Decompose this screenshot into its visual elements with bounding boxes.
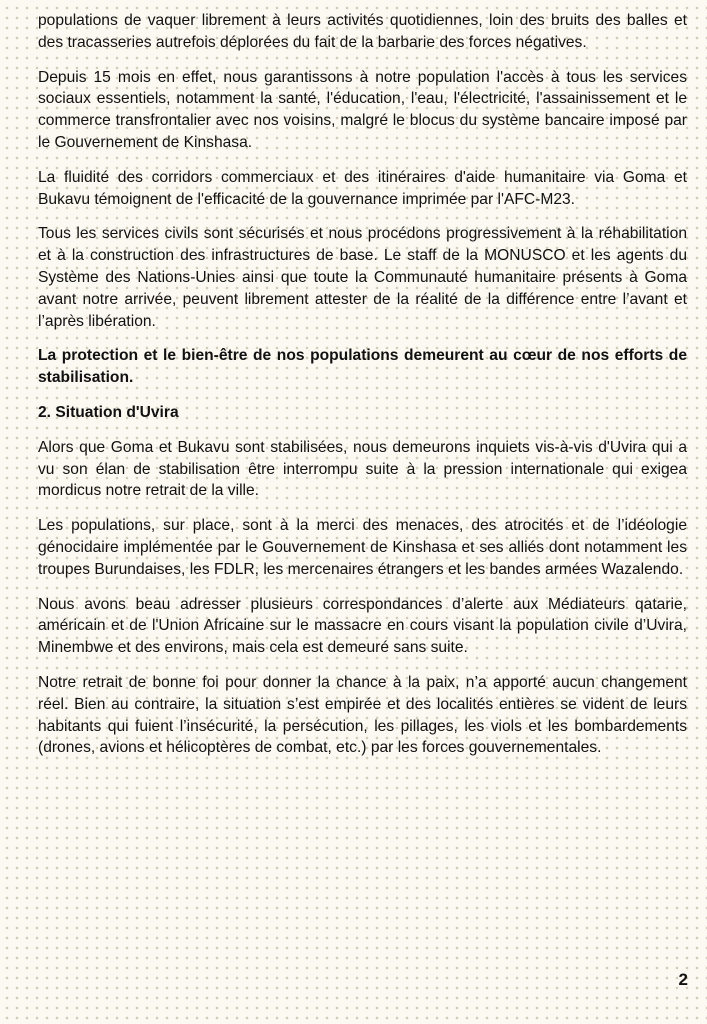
section-paragraph-3: Nous avons beau adresser plusieurs correspondances d’alerte aux Médiateurs qatarie, américain et de l'Union Africaine sur le massacre en cours visant la population civile d’Uvira, Minembwe et des environs, mais cela est demeuré sans suite. xyxy=(38,595,687,657)
page-number: 2 xyxy=(678,970,688,989)
paragraph-1: populations de vaquer librement à leurs activités quotidiennes, loin des bruits des balles et des tracasseries autrefois déplorées du fait de la barbarie des forces négatives. xyxy=(38,12,687,51)
paragraph-4: Tous les services civils sont sécurisés et nous procédons progressivement à la réhabilitation et à la construction des infrastructures de base. Le staff de la MONUSCO et les agents du Système des Nations-Unies ainsi que toute la Communauté humanitaire présents à Goma avant notre arrivée, peuvent librement attester de la réalité de la différence entre l’avant et l’après libération. xyxy=(38,225,687,330)
bold-statement: La protection et le bien-être de nos populations demeurent au cœur de nos efforts de stabilisation. xyxy=(38,347,687,387)
document-page xyxy=(38,10,687,772)
paragraph-2: Depuis 15 mois en effet, nous garantissons à notre population l'accès à tous les services sociaux essentiels, notamment la santé, l'éducation, l'eau, l'électricité, l'assainissement et le commerce transfrontalier avec nos voisins, malgré le blocus du système bancaire imposé par le Gouvernement de Kinshasa. xyxy=(38,68,687,151)
paragraph-3: La fluidité des corridors commerciaux et des itinéraires d'aide humanitaire via Goma et Bukavu témoignent de l'efficacité de la gouvernance imprimée par l'AFC-M23. xyxy=(38,168,687,208)
section-paragraph-2: Les populations, sur place, sont à la merci des menaces, des atrocités et de l’idéologie génocidaire implémentée par le Gouvernement de Kinshasa et ses alliés dont notamment les troupes Burundaises, les FDLR, les mercenaires étrangers et les bandes armées Wazalendo. xyxy=(38,517,687,578)
section-paragraph-1: Alors que Goma et Bukavu sont stabilisées, nous demeurons inquiets vis-à-vis d'Uvira qui a vu son élan de stabilisation être interrompu suite à la pression internationale qui exigea mordicus notre retrait de la ville. xyxy=(38,438,687,500)
section-paragraph-4: Notre retrait de bonne foi pour donner la chance à la paix, n’a apporté aucun changement réel. Bien au contraire, la situation s’est empirée et des localités entières se vident de leurs habitants qui fuient l’insécurité, la persécution, les pillages, les viols et les bombardements (drones, avions et hélicoptères de combat, etc.) par les forces gouvernementales. xyxy=(38,673,687,757)
section-heading: 2. Situation d'Uvira xyxy=(38,403,179,421)
